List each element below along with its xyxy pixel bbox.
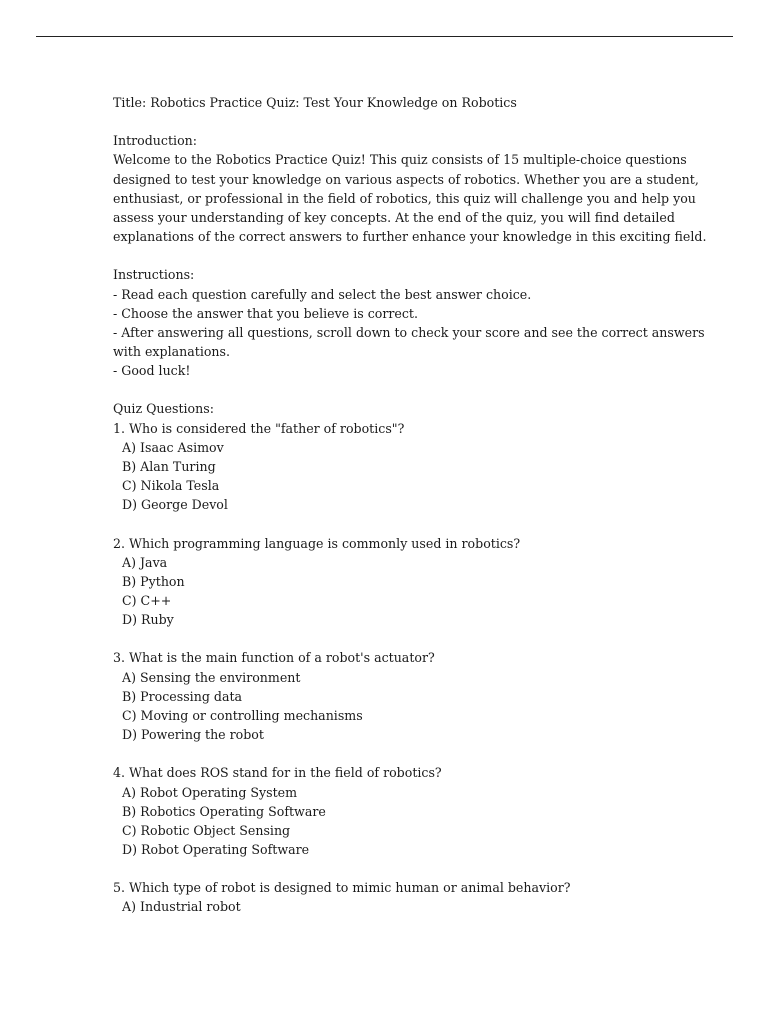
answer-option: A) Industrial robot bbox=[122, 899, 241, 915]
top-divider bbox=[36, 36, 733, 37]
instruction-line: with explanations. bbox=[113, 344, 231, 359]
answer-option: B) Processing data bbox=[122, 688, 243, 704]
question-5: 5. Which type of robot is designed to mimic human or animal behavior? bbox=[113, 880, 571, 896]
document-title: Title: Robotics Practice Quiz: Test Your Knowledge on Robotics bbox=[113, 95, 517, 110]
answer-option: B) Python bbox=[122, 573, 185, 589]
answer-option: C) Robotic Object Sensing bbox=[122, 822, 291, 838]
answer-option: C) C++ bbox=[122, 593, 172, 608]
answer-option: B) Alan Turing bbox=[122, 458, 216, 474]
question-4: 4. What does ROS stand for in the field of robotics? bbox=[113, 765, 442, 781]
spacer bbox=[113, 514, 673, 533]
instruction-line: - Choose the answer that you believe is correct. bbox=[113, 305, 418, 321]
spacer bbox=[113, 859, 673, 878]
document-body bbox=[113, 93, 707, 917]
quiz-heading: Quiz Questions: bbox=[113, 401, 214, 417]
spacer bbox=[113, 744, 673, 763]
answer-option: D) Robot Operating Software bbox=[122, 842, 310, 857]
answer-option: C) Nikola Tesla bbox=[122, 478, 220, 494]
answer-option: D) Ruby bbox=[122, 612, 174, 628]
introduction-line: assess your understanding of key concepts. At the end of the quiz, you will find detailed bbox=[113, 209, 675, 225]
question-1: 1. Who is considered the "father of robotics"? bbox=[113, 420, 405, 436]
question-2: 2. Which programming language is commonly used in robotics? bbox=[113, 535, 521, 551]
answer-option: D) George Devol bbox=[122, 497, 228, 513]
introduction-heading: Introduction: bbox=[113, 133, 197, 149]
answer-option: A) Isaac Asimov bbox=[122, 439, 224, 455]
answer-option: A) Sensing the environment bbox=[122, 669, 301, 685]
instruction-line: - Read each question carefully and select the best answer choice. bbox=[113, 286, 532, 302]
instruction-line: - After answering all questions, scroll down to check your score and see the correct answers bbox=[113, 324, 705, 340]
introduction-line: designed to test your knowledge on various aspects of robotics. Whether you are a student, bbox=[113, 171, 699, 187]
introduction-line: explanations of the correct answers to further enhance your knowledge in this exciting field. bbox=[113, 229, 707, 245]
introduction-line: enthusiast, or professional in the field of robotics, this quiz will challenge you and help you bbox=[113, 190, 696, 206]
answer-option: D) Powering the robot bbox=[122, 727, 264, 743]
spacer bbox=[113, 246, 673, 265]
spacer bbox=[113, 112, 673, 131]
answer-option: C) Moving or controlling mechanisms bbox=[122, 707, 363, 723]
introduction-line: Welcome to the Robotics Practice Quiz! This quiz consists of 15 multiple-choice questions bbox=[113, 152, 687, 168]
instructions-heading: Instructions: bbox=[113, 267, 195, 283]
instruction-line: - Good luck! bbox=[113, 363, 191, 379]
spacer bbox=[113, 380, 673, 399]
answer-option: B) Robotics Operating Software bbox=[122, 803, 326, 819]
spacer bbox=[113, 629, 673, 648]
answer-option: A) Robot Operating System bbox=[122, 784, 298, 800]
question-3: 3. What is the main function of a robot's actuator? bbox=[113, 650, 435, 666]
answer-option: A) Java bbox=[122, 554, 168, 570]
